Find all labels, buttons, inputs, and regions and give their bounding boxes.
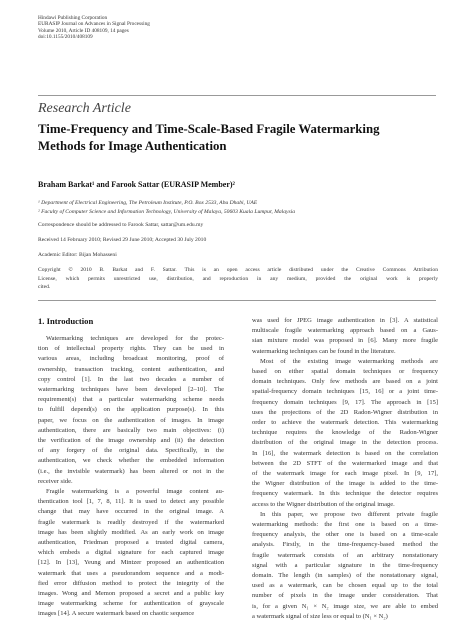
affiliation: ¹ Department of Electrical Engineering, The Petroleum Institute, P.O. Box 2533, Abu Dhabi, UAE	[38, 200, 258, 206]
body-text-line: In [16], the watermark detection is based on the correlation	[252, 449, 438, 457]
journal-header	[38, 15, 150, 41]
body-text-line: requirement(s) that a particular watermarking scheme needs	[38, 396, 224, 404]
body-text-line: images [14]. A secure watermark based on chaotic sequence	[38, 610, 195, 618]
body-text-line: ownership, transaction tracking, content authentication, and	[38, 365, 224, 373]
body-text-line: of the watermark image for each image pixel. In [9, 17],	[252, 470, 438, 478]
body-text-line: watermarking techniques have been developed [2–10]. The	[38, 386, 224, 394]
body-text-line: authentication, we check whether the embedded information	[38, 457, 224, 465]
body-text-line: fragile watermark is readily destroyed if the watermarked	[38, 518, 224, 526]
section-heading: 1. Introduction	[38, 316, 94, 326]
body-text-line: spatial-frequency domain techniques [15, 16] or a joint time-	[252, 388, 438, 396]
body-text-line: domain. The length (in samples) of the nonstationary signal,	[252, 572, 438, 580]
body-text-line: thentication tool [1, 7, 8, 11]. It is used to detect any possible	[38, 498, 224, 506]
body-text-line: was used for JPEG image authentication in [3]. A statistical	[252, 317, 438, 324]
body-text-line: frequency domain techniques [9, 17]. The approach in [15]	[252, 398, 438, 406]
affiliations	[38, 199, 295, 216]
body-text-line: watermark that uses a pseudorandom sequence and a modi-	[38, 569, 224, 577]
body-text-line: frequency analysis, the other one is based on a time-scale	[252, 531, 438, 539]
copyright-notice	[38, 266, 438, 292]
body-text-line: access to the Wigner distribution of the original image.	[252, 500, 395, 508]
body-text-line: [12]. In [13], Yeung and Mintzer proposed an authentication	[38, 559, 224, 567]
body-text-line: which embeds a digital signature for each captured image	[38, 549, 224, 557]
copyright-line: License, which permits unrestricted use, distribution, and reproduction in any medium, provided the original work is properly	[38, 275, 438, 282]
body-text-line: change that may have occurred in the original image. A	[38, 508, 224, 516]
body-text-line: Watermarking techniques are developed for the protec-	[46, 335, 224, 342]
paper-title	[38, 121, 438, 155]
volume-line: Volume 2010, Article ID 408109, 14 pages	[38, 27, 129, 34]
publisher-line: Hindawi Publishing Corporation	[38, 15, 108, 21]
body-text-line: sian mixture model was proposed in [6]. Many more fragile	[252, 337, 438, 345]
body-text-line: Most of the existing image watermarking methods are	[260, 357, 438, 365]
body-text-line: technique requires the knowledge of the Radon-Wigner	[252, 429, 438, 437]
body-text-line: tion of intellectual property rights. They can be used in	[38, 345, 224, 353]
journal-name-line: EURASIP Journal on Advances in Signal Processing	[38, 21, 150, 28]
body-text-line: signal with a particular signature in the time-frequency	[252, 561, 438, 569]
academic-editor: Academic Editor: Bijan Mohasseni	[38, 252, 117, 258]
body-text-line: In this paper, we propose two different private fragile	[260, 510, 438, 518]
body-text-line: a watermark signal of size less or equal to (N₁ × N₂)	[252, 612, 388, 620]
left-text-column	[38, 334, 224, 620]
body-text-line: multiscale fragile watermarking approach based on a Gaus-	[252, 327, 438, 335]
body-text-line: is, for a given N₁ × N₂ image size, we are able to embed	[252, 602, 438, 610]
body-text-line: analysis. Firstly, in the time-frequency-based method the	[252, 541, 438, 549]
body-text-line: number of pixels in the image under consideration. That	[252, 592, 438, 600]
body-text-line: based on either spatial domain techniques or frequency	[252, 368, 438, 376]
body-text-line: distribution of the original image in the detection process.	[252, 439, 438, 447]
copyright-line: Copyright © 2010 B. Barkat and F. Sattar. This is an open access article distributed under the Creative Commons Attribution	[38, 267, 438, 273]
body-text-line: between the 2D STFT of the watermarked image and that	[252, 459, 438, 467]
received-dates: Received 14 February 2010; Revised 29 June 2010; Accepted 30 July 2010	[38, 237, 207, 243]
article-type: Research Article	[38, 101, 131, 116]
copyright-line: cited.	[38, 284, 51, 291]
title-line: Methods for Image Authentication	[38, 139, 227, 153]
body-text-line: copy control [1]. In the last two decades a number of	[38, 375, 224, 383]
body-text-line: to fulfill depend(s) on the application purpose(s). In this	[38, 406, 224, 414]
right-text-column	[252, 316, 438, 622]
body-text-line: frequency watermark. In this technique the detector requires	[252, 490, 438, 498]
authors: Braham Barkat¹ and Farook Sattar (EURASIP Member)²	[38, 180, 235, 189]
body-text-line: of any forgery of the original data. Specifically, in the	[38, 447, 224, 455]
body-text-line: uses the projections of the 2D Radon-Wigner distribution in	[252, 408, 438, 416]
body-text-line: images. Wong and Memon proposed a secret and a public key	[38, 590, 224, 598]
body-text-line: various areas, including broadcast monitoring, proof of	[38, 355, 224, 363]
body-text-line: paper, we focus on the authentication of images. In image	[38, 416, 224, 424]
title-line: Time-Frequency and Time-Scale-Based Fragile Watermarking	[38, 122, 380, 136]
body-text-line: fied error diffusion method to protect the integrity of the	[38, 579, 224, 587]
body-text-line: Fragile watermarking is a powerful image content au-	[46, 488, 224, 496]
affiliation: ² Faculty of Computer Science and Information Technology, University of Malaya, 50603 Kuala Lumpur, Malaysia	[38, 208, 296, 215]
body-text-line: domain techniques. Only few methods are based on a joint	[252, 378, 438, 386]
doi-line: doi:10.1155/2010/408109	[38, 34, 93, 41]
body-text-line: the Wigner distribution of the image is added to the time-	[252, 480, 438, 488]
body-text-line: receiver side.	[38, 477, 73, 485]
body-text-line: watermarking methods: the first one is based on a time-	[252, 521, 438, 529]
body-text-line: image watermarking scheme for authentication of grayscale	[38, 600, 224, 608]
body-text-line: watermarking techniques can be found in the literature.	[252, 347, 396, 355]
body-text-line: fragile watermark consists of an arbitrary nonstationary	[252, 551, 438, 559]
body-text-line: (i.e., the invisible watermark) has been altered or not in the	[38, 467, 224, 475]
body-text-line: image has been slightly modified. As an early work on image	[38, 528, 224, 536]
correspondence: Correspondence should be addressed to Farook Sattar, sattar@um.edu.my	[38, 222, 204, 228]
body-text-line: authentication, there are basically two main objectives: (i)	[38, 426, 224, 434]
body-text-line: order to achieve the watermark detection. This watermarking	[252, 419, 438, 427]
body-text-line: the verification of the image ownership and (ii) the detection	[38, 437, 224, 445]
body-text-line: authentication, Friedman proposed a trusted digital camera,	[38, 539, 224, 547]
body-text-line: used as a watermark, can be chosen equal up to the total	[252, 582, 438, 590]
header-rule	[38, 95, 436, 96]
abstract-rule	[38, 300, 436, 301]
